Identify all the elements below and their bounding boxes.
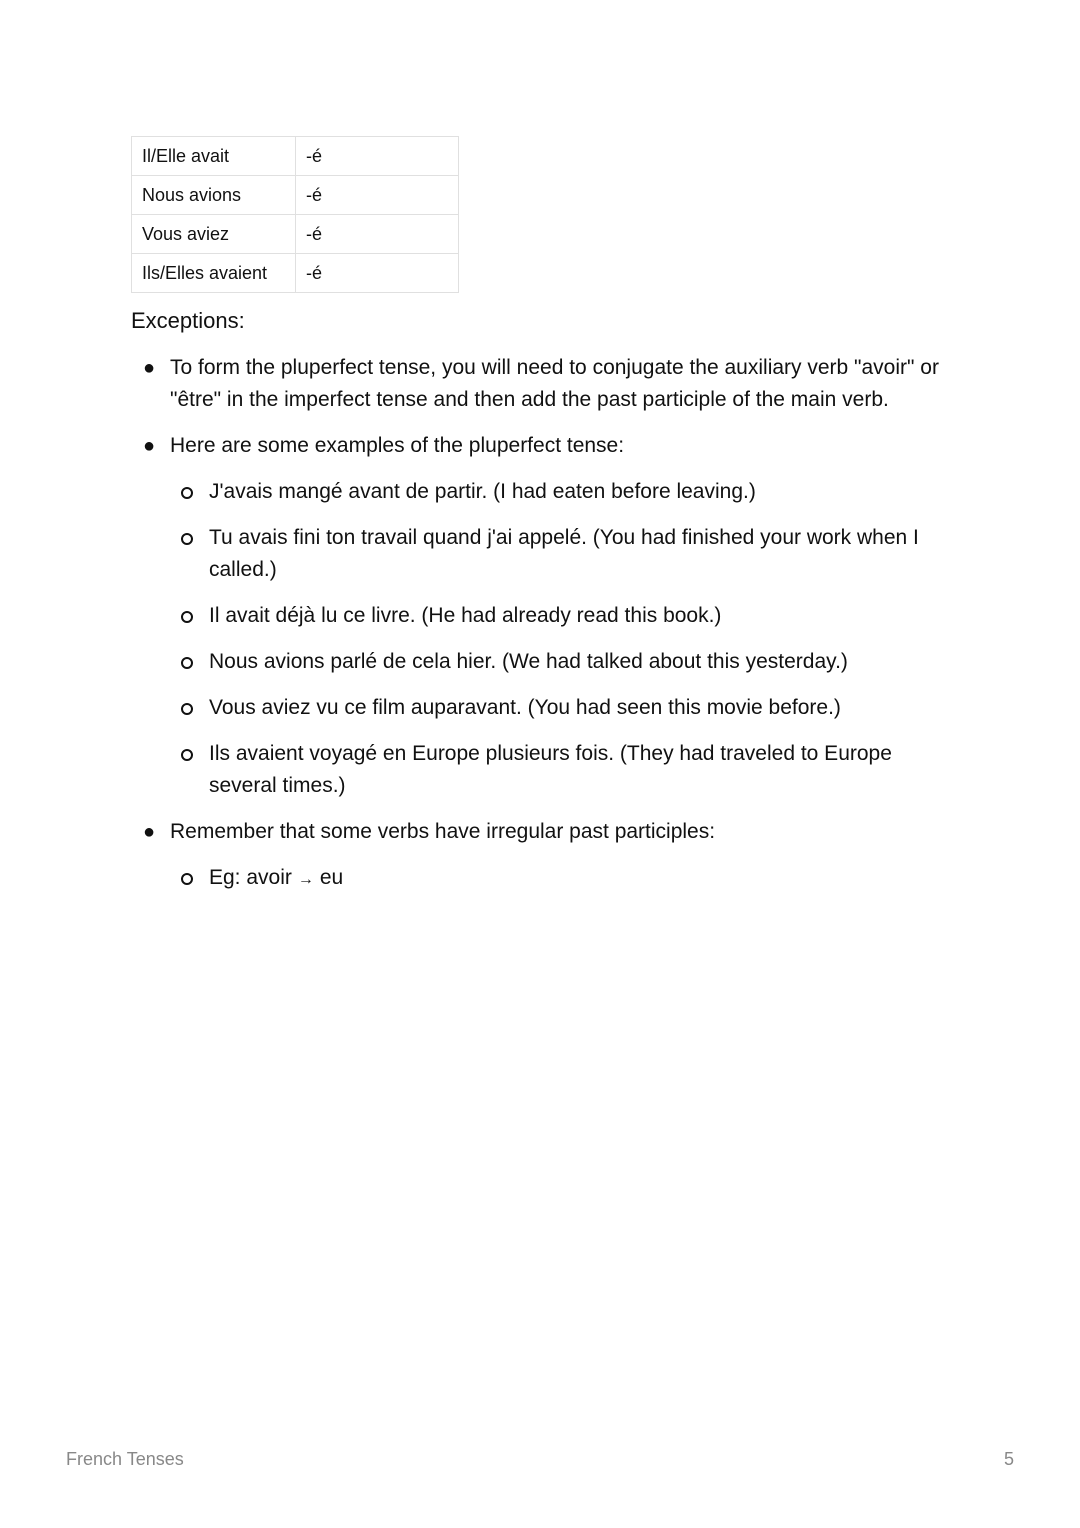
circle-bullet-icon [181,873,193,885]
bullet-icon: ● [143,435,156,457]
circle-bullet-icon [181,703,193,715]
list-item [131,352,961,416]
ending-cell: -é [296,215,459,254]
table-row [132,254,459,293]
ending-cell: -é [296,254,459,293]
circle-bullet-icon [181,533,193,545]
example-text: Tu avais fini ton travail quand j'ai appelé. (You had finished your work when I called.) [209,526,919,581]
conjugation-table [131,136,459,293]
pronoun-cell: Nous avions [132,176,296,215]
example-text: Il avait déjà lu ce livre. (He had already read this book.) [209,604,722,627]
list-item-text: Here are some examples of the pluperfect tense: [170,434,625,457]
list-item [131,430,961,462]
example-text: Ils avaient voyagé en Europe plusieurs fois. (They had traveled to Europe several times.) [209,742,892,797]
exceptions-heading: Exceptions: [131,308,245,333]
footer-document-title: French Tenses [66,1449,184,1469]
table-row [132,137,459,176]
example-item [131,646,961,678]
pronoun-cell: Vous aviez [132,215,296,254]
circle-bullet-icon [181,749,193,761]
irregular-verb: Eg: avoir [209,866,292,889]
pronoun-cell: Il/Elle avait [132,137,296,176]
circle-bullet-icon [181,611,193,623]
footer-page-number: 5 [1003,1449,1014,1469]
bullet-icon: ● [143,821,156,843]
irregular-participle: eu [319,866,344,889]
example-text: J'avais mangé avant de partir. (I had eaten before leaving.) [209,480,756,503]
example-item [131,738,961,802]
example-item [131,692,961,724]
example-item [131,522,961,586]
example-item [131,476,961,508]
bullet-list [131,352,961,910]
example-item [131,862,961,896]
list-item-text: Remember that some verbs have irregular past participles: [170,820,716,843]
list-item [131,816,961,848]
table-row [132,176,459,215]
example-text: Nous avions parlé de cela hier. (We had talked about this yesterday.) [209,650,848,673]
ending-cell: -é [296,137,459,176]
pronoun-cell: Ils/Elles avaient [132,254,296,293]
table-row [132,215,459,254]
ending-cell: -é [296,176,459,215]
circle-bullet-icon [181,487,193,499]
arrow-icon: → [297,871,314,888]
list-item-text: To form the pluperfect tense, you will need to conjugate the auxiliary verb "avoir" or "être" in the imperfect tense and then add the past participle of the main verb. [170,356,939,411]
circle-bullet-icon [181,657,193,669]
example-text: Vous aviez vu ce film auparavant. (You had seen this movie before.) [209,696,841,719]
bullet-icon: ● [143,357,156,379]
example-item [131,600,961,632]
